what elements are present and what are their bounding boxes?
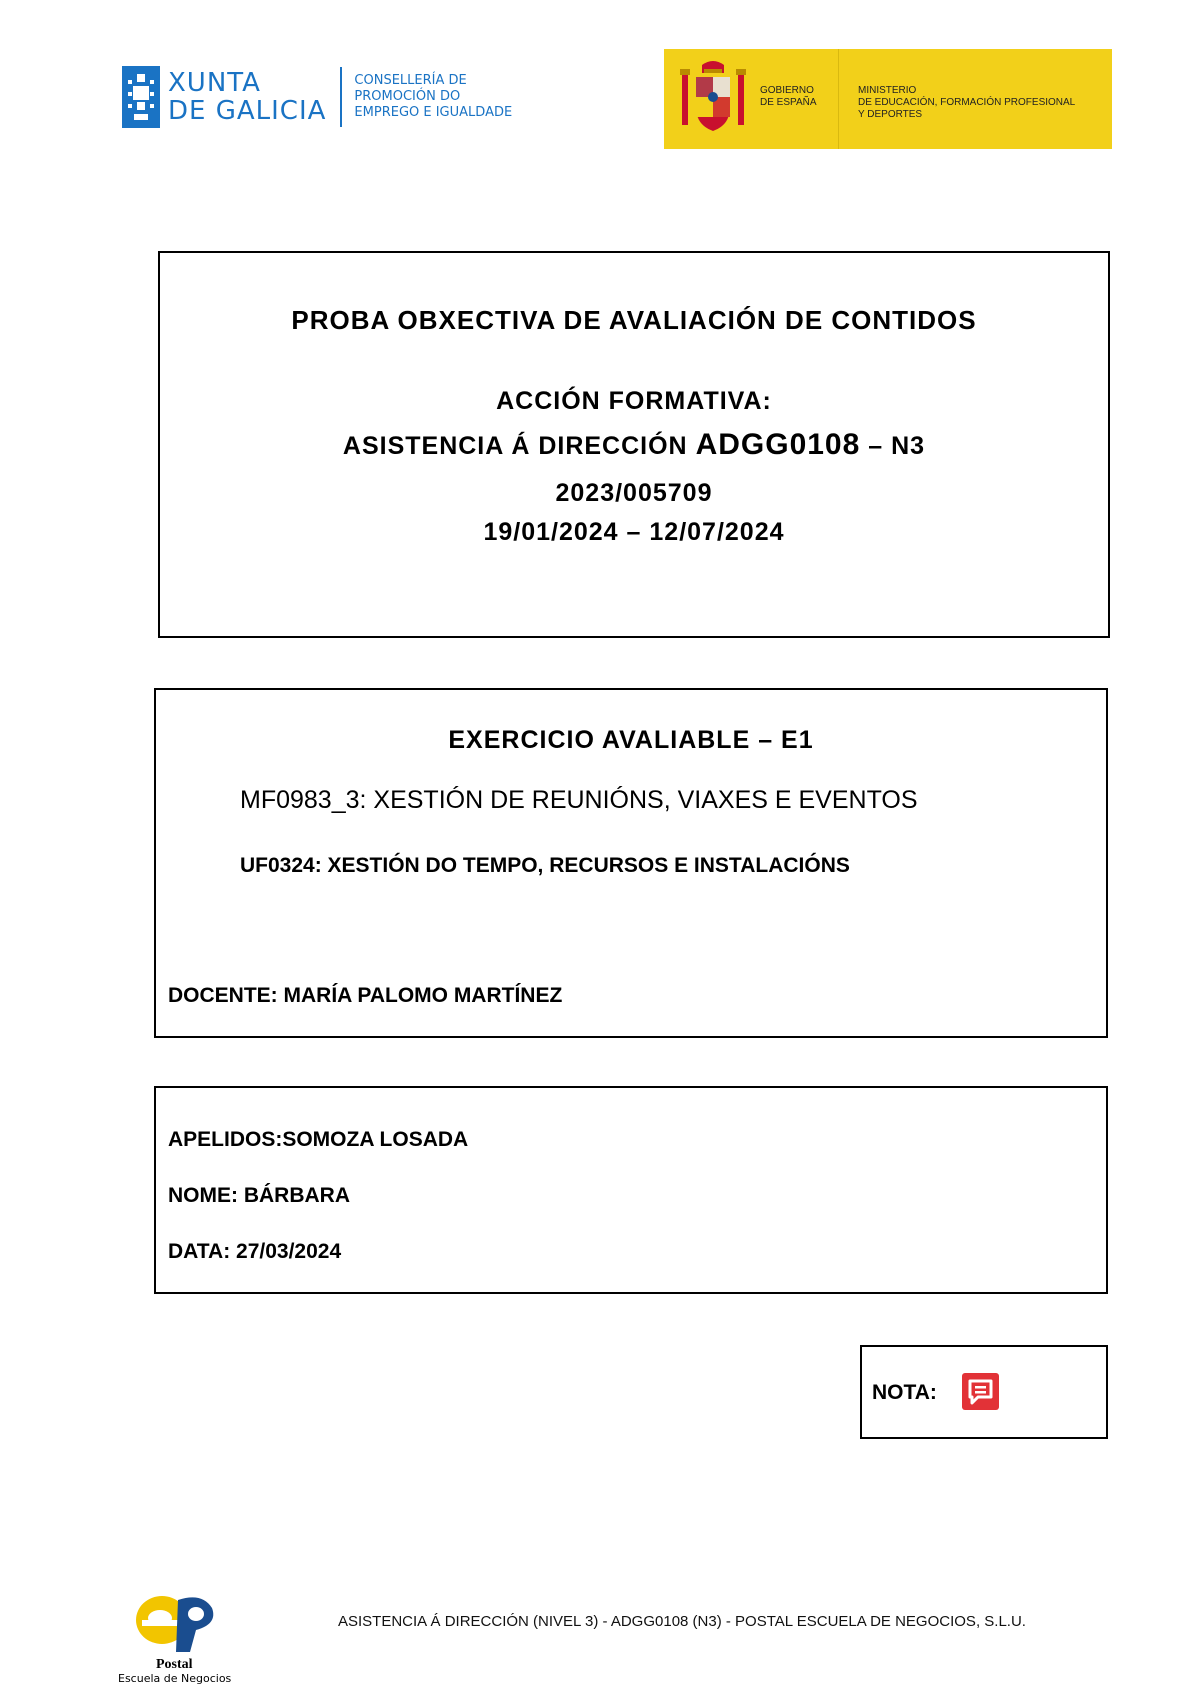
- gobierno-logo: [664, 49, 1112, 149]
- footer-text: ASISTENCIA Á DIRECCIÓN (NIVEL 3) - ADGG0108 (N3) - POSTAL ESCUELA DE NEGOCIOS, S.L.U.: [338, 1613, 1026, 1630]
- xunta-divider: [340, 67, 342, 127]
- consellaria-name: [354, 73, 512, 121]
- course-prefix: ASISTENCIA Á DIRECCIÓN: [342, 432, 696, 460]
- logo-text-2: Escuela de Negocios: [118, 1672, 232, 1684]
- xunta-logo: [122, 66, 512, 128]
- consellaria-line3: EMPREGO E IGUALDADE: [354, 105, 513, 120]
- course-name: [160, 428, 1108, 462]
- xunta-line2: DE GALICIA: [168, 96, 327, 126]
- student-box: [154, 1086, 1108, 1294]
- gobierno-name: [760, 85, 817, 109]
- student-nome: NOME: BÁRBARA: [168, 1184, 350, 1207]
- expediente-number: 2023/005709: [555, 479, 713, 507]
- nota-label: NOTA:: [872, 1381, 937, 1404]
- xunta-line1: XUNTA: [168, 68, 261, 98]
- comment-icon[interactable]: [962, 1373, 999, 1410]
- ep-p-shape: [176, 1597, 213, 1652]
- ministerio-line2: DE EDUCACIÓN, FORMACIÓN PROFESIONAL: [858, 97, 1076, 108]
- grade-box: [860, 1345, 1108, 1439]
- course-dates: 19/01/2024 – 12/07/2024: [483, 518, 785, 546]
- docente: DOCENTE: MARÍA PALOMO MARTÍNEZ: [168, 984, 563, 1007]
- gobierno-line1: GOBIERNO: [760, 85, 814, 96]
- ministerio-line1: MINISTERIO: [858, 85, 917, 96]
- accion-label: ACCIÓN FORMATIVA:: [496, 387, 772, 415]
- gobierno-divider: [838, 49, 839, 149]
- exercise-box: [154, 688, 1108, 1038]
- xunta-shield-icon: [122, 66, 160, 128]
- logo-text-1: Postal: [156, 1657, 193, 1672]
- consellaria-line2: PROMOCIÓN DO: [354, 89, 461, 104]
- course-suffix: – N3: [860, 432, 926, 460]
- unit-name: UF0324: XESTIÓN DO TEMPO, RECURSOS E INSTALACIÓNS: [240, 854, 850, 877]
- student-apelidos: APELIDOS:SOMOZA LOSADA: [168, 1128, 469, 1151]
- module-name: MF0983_3: XESTIÓN DE REUNIÓNS, VIAXES E EVENTOS: [240, 786, 918, 814]
- xunta-name: [168, 69, 326, 125]
- exam-info-box: [158, 251, 1110, 638]
- ministerio-name: [858, 85, 1075, 121]
- exam-title: PROBA OBXECTIVA DE AVALIACIÓN DE CONTIDOS: [291, 305, 977, 335]
- exam-date: DATA: 27/03/2024: [168, 1240, 342, 1263]
- postal-escuela-logo: [116, 1590, 256, 1684]
- coat-of-arms-icon: [680, 59, 746, 137]
- consellaria-line1: CONSELLERÍA DE: [354, 73, 467, 88]
- course-code: ADGG0108: [695, 428, 861, 461]
- gobierno-line2: DE ESPAÑA: [760, 97, 817, 108]
- ministerio-line3: Y DEPORTES: [858, 109, 923, 120]
- exercise-title: EXERCICIO AVALIABLE – E1: [448, 726, 814, 754]
